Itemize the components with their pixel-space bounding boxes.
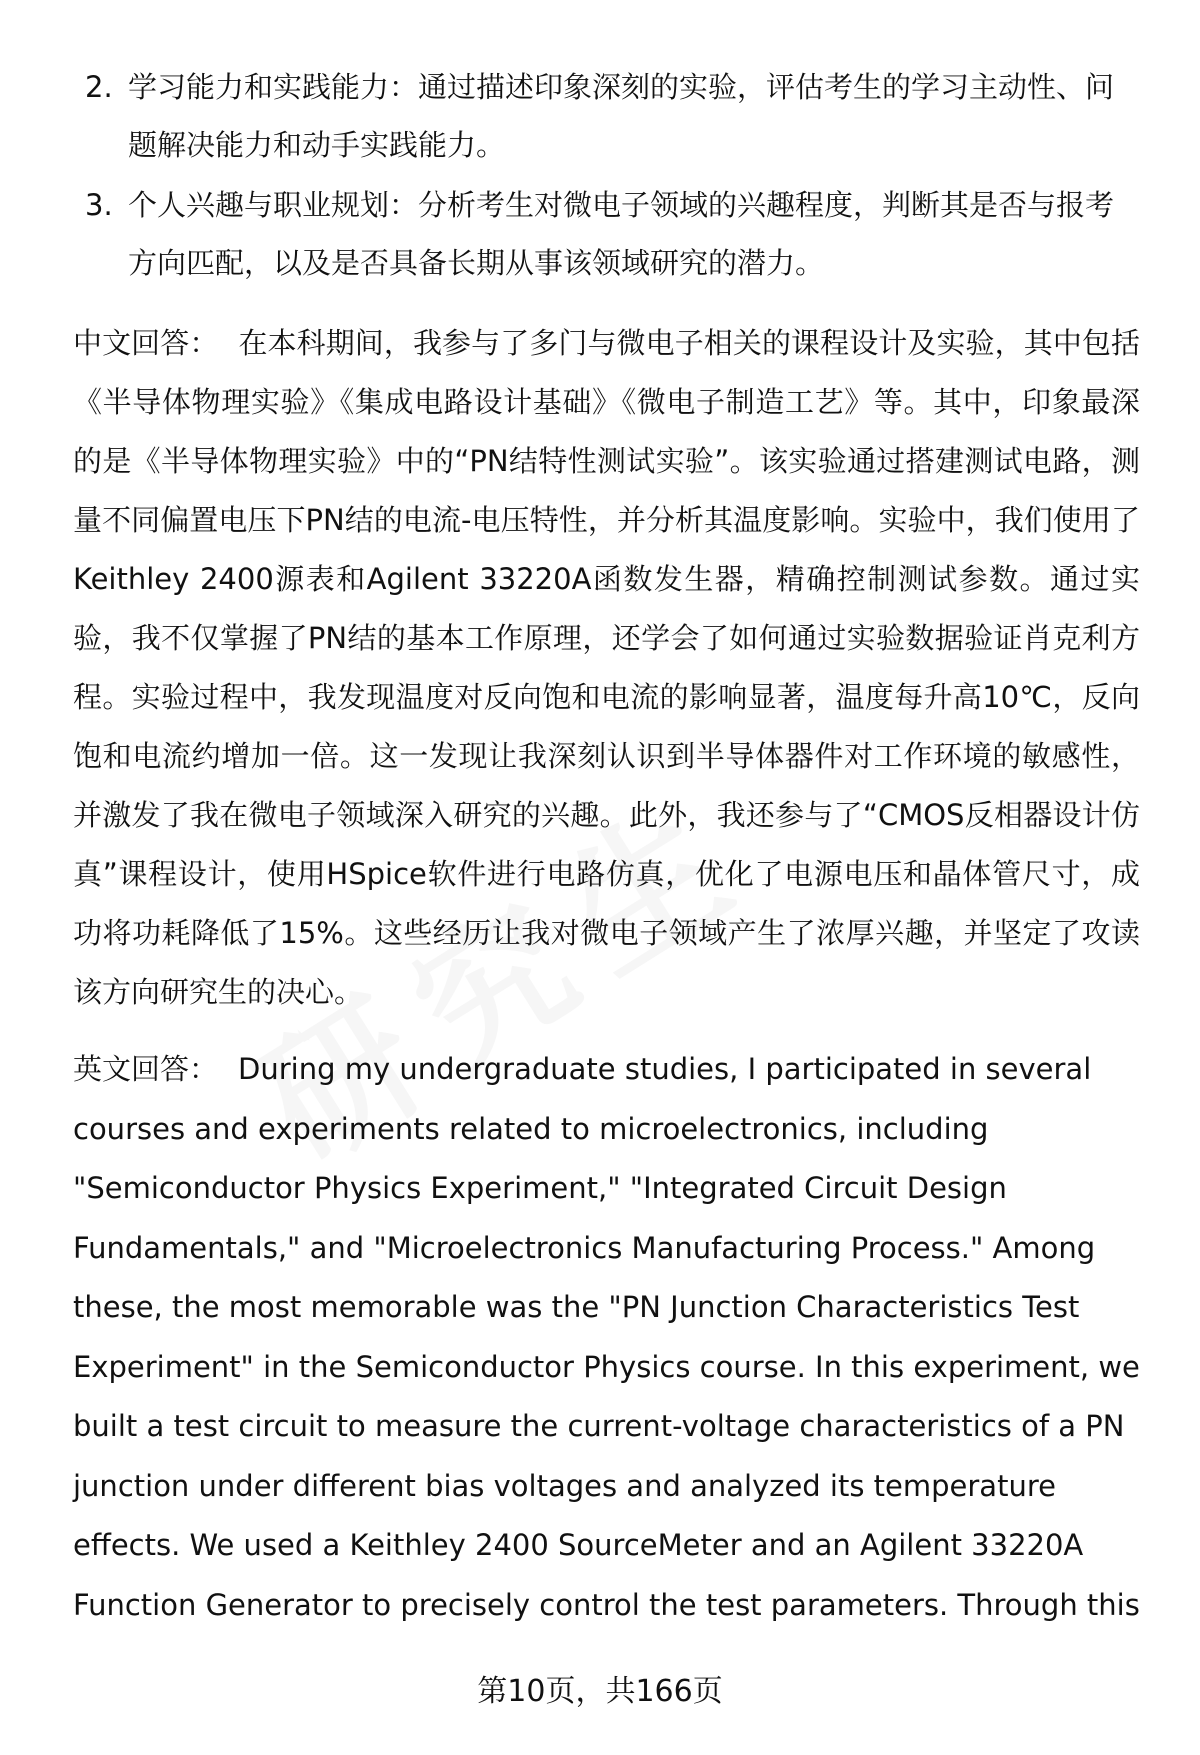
list-item — [73, 176, 1140, 292]
list-item — [73, 58, 1140, 174]
list-item-text: 个人兴趣与职业规划：分析考生对微电子领域的兴趣程度，判断其是否与报考方向匹配，以及是否具备长期从事该领域研究的潜力。 — [128, 188, 1115, 280]
page-footer — [0, 1672, 1200, 1712]
list-item-text: 学习能力和实践能力：通过描述印象深刻的实验，评估考生的学习主动性、问题解决能力和动手实践能力。 — [128, 70, 1115, 162]
english-answer-text: During my undergraduate studies, I participated in several courses and experiments related to microelectronics, including "Semiconductor Physics Experiment," "Integrated Circuit Design Fundamentals," and "Microelectronics Manufacturing Process." Among these, the most memorable was the "PN Junction Characteristics Test Experiment" in the Semiconductor Physics course. In this experiment, we built a test circuit to measure the current-voltage characteristics of a PN junction under different bias voltages and analyzed its temperature effects. We used a Keithley 2400 SourceMeter and an Agilent 33220A Function Generator to precisely control the test parameters. Through this — [73, 1052, 1140, 1622]
list-item-number: 3. — [85, 188, 113, 222]
page-number-indicator: 第10页，共166页 — [477, 1674, 723, 1709]
criteria-list — [73, 58, 1140, 292]
english-answer-label: 英文回答： — [73, 1052, 219, 1086]
chinese-answer-text: 在本科期间，我参与了多门与微电子相关的课程设计及实验，其中包括《半导体物理实验》《集成电路设计基础》《微电子制造工艺》等。其中，印象最深的是《半导体物理实验》中的“PN结特性测试实验”。该实验通过搭建测试电路，测量不同偏置电压下PN结的电流-电压特性，并分析其温度影响。实验中，我们使用了Keithley 2400源表和Agilent 33220A函数发生器，精确控制测试参数。通过实验，我不仅掌握了PN结的基本工作原理，还学会了如何通过实验数据验证肖克利方程。实验过程中，我发现温度对反向饱和电流的影响显著，温度每升高10℃，反向饱和电流约增加一倍。这一发现让我深刻认识到半导体器件对工作环境的敏感性，并激发了我在微电子领域深入研究的兴趣。此外，我还参与了“CMOS反相器设计仿真”课程设计，使用HSpice软件进行电路仿真，优化了电源电压和晶体管尺寸，成功将功耗降低了15%。这些经历让我对微电子领域产生了浓厚兴趣，并坚定了攻读该方向研究生的决心。 — [73, 326, 1140, 1009]
english-answer-paragraph — [73, 1040, 1140, 1635]
list-item-number: 2. — [85, 70, 113, 104]
chinese-answer-label: 中文回答： — [73, 326, 219, 360]
chinese-answer-paragraph — [73, 314, 1140, 1022]
